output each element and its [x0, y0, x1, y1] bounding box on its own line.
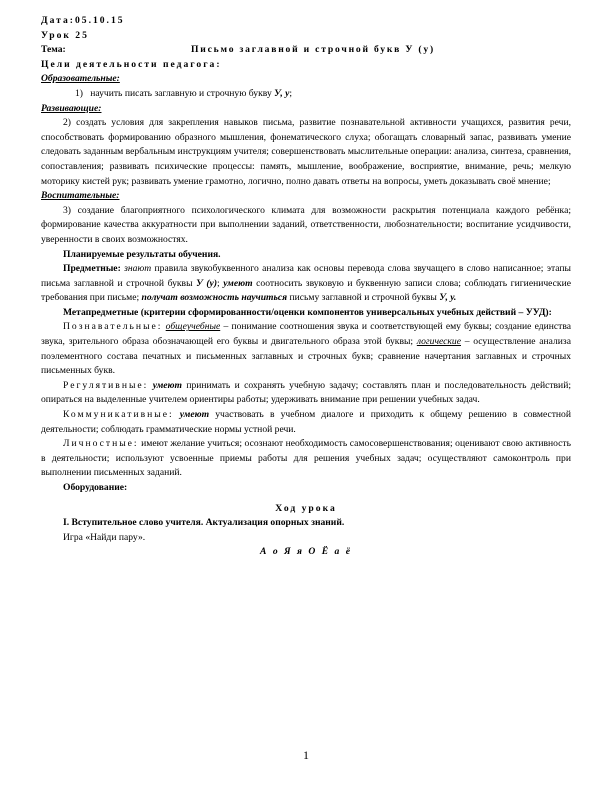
- subject-label: Предметные:: [63, 263, 121, 275]
- subject-results: [41, 262, 571, 306]
- cognitive-label: Познавательные:: [63, 321, 163, 333]
- educational-item-letters: У, у: [274, 87, 290, 99]
- letters-row: А о Я я О Ё а ё: [260, 546, 352, 558]
- stage1-heading: I. Вступительное слово учителя. Актуализация опорных знаний.: [63, 517, 345, 529]
- cognitive-text2: – осуществление анализа поэлементного состава печатных и письменных заглавных и строчных букв; сравнение начертания заглавных и строчных письменных букв.: [41, 336, 571, 377]
- lesson-date: Дата:05.10.15: [41, 15, 125, 26]
- subject-letters1: У (у): [196, 277, 218, 289]
- subject-text1: правила звукобуквенного анализа как основы перевода слова звучащего в слово написанное; этапы письма заглавной и строчной буквы: [41, 263, 571, 289]
- subject-text2: ;: [217, 277, 224, 289]
- personal-results: [41, 437, 571, 481]
- communicative-text: участвовать в учебном диалоге и приходить к общему решению в совместной деятельности; соблюдать грамматические нормы устной речи.: [41, 409, 571, 435]
- regulatory-results: [41, 379, 571, 408]
- communicative-results: [41, 408, 571, 437]
- subject-text4: письму заглавной и строчной буквы: [287, 292, 440, 304]
- communicative-label: Коммуникативные:: [63, 409, 174, 421]
- educational-item-num: 1): [75, 87, 83, 99]
- topic-title: Письмо заглавной и строчной букв У (у): [191, 44, 435, 56]
- educational-item: [41, 87, 571, 102]
- subject-letters2: У, у.: [439, 292, 457, 304]
- document-page: [41, 14, 571, 560]
- results-heading: Планируемые результаты обучения.: [63, 248, 221, 260]
- upbringing-label: Воспитательные:: [41, 190, 120, 202]
- personal-label: Личностные:: [63, 438, 139, 450]
- developing-label: Развивающие:: [41, 102, 102, 114]
- topic-label: Тема:: [41, 44, 66, 56]
- subject-knows: знают: [124, 263, 152, 275]
- topic-row: [41, 43, 571, 58]
- goals-heading: Цели деятельности педагога:: [41, 58, 222, 70]
- meta-heading: Метапредметные (критерии сформированности/оценки компонентов универсальных учебных действий – УУД):: [63, 306, 552, 318]
- developing-text: 2) создать условия для закрепления навыков письма, развитие познавательной активности учащихся, развития речи, способствовать формированию образного мышления, фонематического слуха; обогащать словарный запас, развивать умение следовать заданным вербальным инструкциям учителя; совершенствовать мыслительные операции: анализа, синтеза, сравнения, сопоставления; развивать психические процессы: память, мышление, воображение, восприятие, внимание, речь; мелкую моторику кистей рук; развивать умение грамотно, логично, полно давать ответы на вопросы, уметь доказывать своё мнение;: [41, 117, 571, 187]
- educational-item-end: ;: [289, 87, 293, 99]
- regulatory-label: Регулятивные:: [63, 379, 149, 391]
- cognitive-text1: – понимание соотношения звука и соответствующей ему буквы; создание единства звука, зрительного образа обозначающей его буквы и двигательного образа этой буквы;: [41, 321, 571, 348]
- upbringing-text: 3) создание благоприятного психологического климата для возможности раскрытия потенциала каждого ребёнка; формирование качества аккуратности при выполнении заданий, ответственности, любознательности; воспитание усидчивости, уверенности в своих возможностях.: [41, 204, 571, 245]
- cognitive-results: [41, 320, 571, 378]
- subject-get: получат возможность научиться: [141, 292, 288, 304]
- lesson-heading: Ход урока: [275, 502, 337, 514]
- equipment-label: Оборудование:: [63, 482, 128, 493]
- lesson-number: Урок 25: [41, 29, 89, 41]
- educational-label: Образовательные:: [41, 73, 120, 85]
- subject-text3: соотносить звуковую и буквенную записи слова; соблюдать гигиенические требования при письме;: [41, 277, 571, 304]
- communicative-can: умеют: [179, 409, 210, 421]
- educational-item-text: научить писать заглавную и строчную букву: [90, 87, 272, 99]
- regulatory-can: умеют: [152, 379, 183, 391]
- cognitive-logical: логические: [416, 336, 461, 348]
- game-title: Игра «Найди пару».: [63, 531, 146, 543]
- personal-text: имеют желание учиться; осознают необходимость самосовершенствования; оценивают свою активность в деятельности; используют усвоенные приемы работы для решения учебных задач; осуществляют самоконтроль при выполнении письменных заданий.: [41, 438, 571, 479]
- regulatory-text: принимать и сохранять учебную задачу; составлять план и последовательность действий; опираться на выделенные учителем ориентиры работы; удерживать внимание при решении учебных задач.: [41, 379, 571, 406]
- subject-can: умеют: [223, 277, 253, 289]
- page-number: 1: [303, 748, 309, 762]
- cognitive-general: общеучебные: [165, 321, 221, 333]
